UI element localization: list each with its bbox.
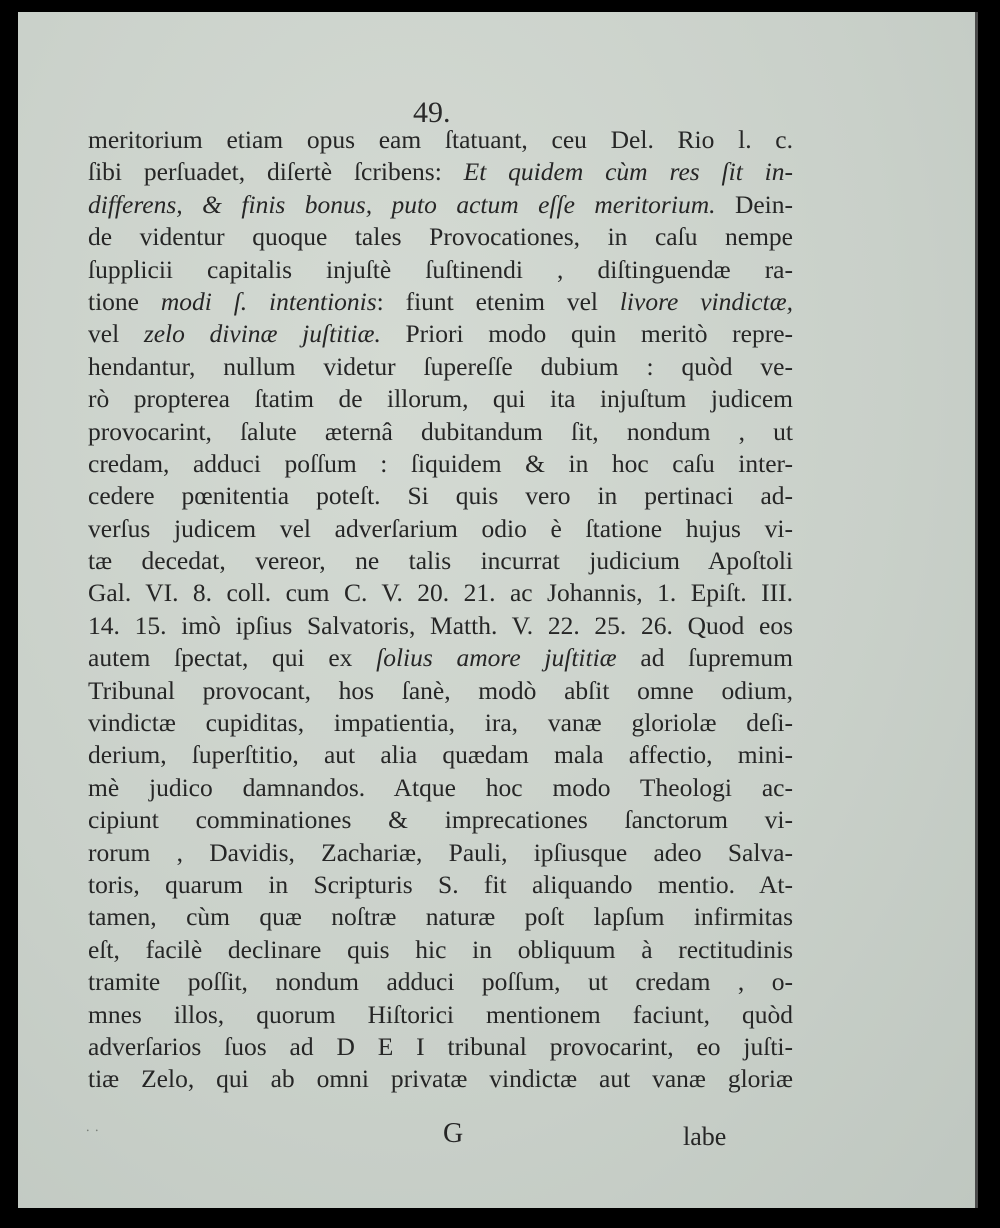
ink-smudge: ∙ ∙: [86, 1124, 100, 1139]
text-line: [88, 189, 793, 221]
text-segment: rò propterea ſtatim de illorum, qui ita injuſtum judicem: [88, 384, 793, 414]
text-line: [88, 577, 793, 609]
text-line: [88, 610, 793, 642]
text-segment: cedere pœnitentia poteſt. Si quis vero in pertinaci ad-: [88, 481, 793, 511]
text-segment: tiæ Zelo, qui ab omni privatæ vindictæ aut vanæ gloriæ: [88, 1064, 793, 1094]
text-segment: derium, ſuperſtitio, aut alia quædam mala affectio, mini-: [88, 740, 793, 770]
italic-segment: zelo divinæ juſtitiæ.: [143, 319, 381, 349]
text-segment: tamen, cùm quæ noſtræ naturæ poſt lapſum infirmitas: [88, 902, 793, 932]
text-line: [88, 772, 793, 804]
book-page: [18, 12, 978, 1208]
text-line: [88, 286, 793, 318]
italic-segment: modi ſ. intentionis: [160, 286, 377, 316]
text-line: [88, 545, 793, 577]
page-footer: [18, 1118, 978, 1158]
text-segment: rorum , Davidis, Zachariæ, Pauli, ipſiusque adeo Salva-: [88, 837, 793, 867]
text-segment: verſus judicem vel adverſarium odio è ſtatione hujus vi-: [88, 513, 793, 543]
text-line: [88, 675, 793, 707]
text-line: [88, 513, 793, 545]
text-line: [88, 1031, 793, 1063]
text-line: [88, 999, 793, 1031]
body-text: [88, 124, 793, 1096]
text-line: [88, 221, 793, 253]
text-segment: provocarint, ſalute æternâ dubitandum ſit, nondum , ut: [88, 416, 793, 446]
text-segment: cipiunt comminationes & imprecationes ſanctorum vi-: [88, 805, 793, 835]
text-line: [88, 934, 793, 966]
text-segment: Priori modo quin meritò repre-: [380, 319, 793, 349]
text-line: [88, 966, 793, 998]
text-segment: ad ſupremum: [616, 643, 793, 673]
text-segment: Dein-: [715, 189, 793, 219]
text-line: [88, 124, 793, 156]
text-segment: : fiunt etenim vel: [376, 286, 620, 316]
text-line: [88, 804, 793, 836]
text-segment: hendantur, nullum videtur ſupereſſe dubium : quòd ve-: [88, 351, 793, 381]
text-segment: Gal. VI. 8. coll. cum C. V. 20. 21. ac Johannis, 1. Epiſt. III.: [88, 578, 793, 608]
text-line: [88, 416, 793, 448]
italic-segment: ſolius amore juſtitiæ: [376, 643, 617, 673]
text-segment: ſupplicii capitalis injuſtè ſuſtinendi , diſtinguendæ ra-: [88, 254, 793, 284]
text-segment: de videntur quoque tales Provocationes, in caſu nempe: [88, 222, 793, 252]
italic-segment: Et quidem cùm res ſit in-: [463, 157, 794, 187]
catchword: labe: [683, 1122, 727, 1151]
text-segment: vel: [88, 319, 144, 349]
italic-segment: differens, & finis bonus, puto actum eſſe meritorium.: [88, 189, 716, 219]
text-line: [88, 739, 793, 771]
italic-segment: livore vindictæ,: [619, 286, 793, 316]
text-segment: mè judico damnandos. Atque hoc modo Theologi ac-: [88, 772, 793, 802]
text-line: [88, 869, 793, 901]
text-line: [88, 351, 793, 383]
signature-mark: G: [443, 1118, 464, 1149]
text-line: [88, 707, 793, 739]
text-line: [88, 837, 793, 869]
text-line: [88, 642, 793, 674]
text-segment: toris, quarum in Scripturis S. fit aliquando mentio. At-: [88, 869, 793, 899]
text-line: [88, 156, 793, 188]
text-line: [88, 383, 793, 415]
text-segment: adverſarios ſuos ad D E I tribunal provocarint, eo juſti-: [88, 1031, 793, 1061]
text-segment: 14. 15. imò ipſius Salvatoris, Matth. V. 22. 25. 26. Quod eos: [88, 610, 793, 640]
text-segment: autem ſpectat, qui ex: [88, 643, 377, 673]
text-line: [88, 254, 793, 286]
text-segment: tæ decedat, vereor, ne talis incurrat judicium Apoſtoli: [88, 546, 793, 576]
text-segment: meritorium etiam opus eam ſtatuant, ceu Del. Rio l. c.: [88, 125, 793, 154]
text-segment: credam, adduci poſſum : ſiquidem & in hoc caſu inter-: [88, 448, 793, 478]
text-segment: vindictæ cupiditas, impatientia, ira, vanæ gloriolæ deſi-: [88, 708, 793, 738]
text-segment: tione: [88, 286, 161, 316]
text-line: [88, 1063, 793, 1095]
page-edge: [975, 12, 978, 1208]
text-segment: eſt, facilè declinare quis hic in obliquum à rectitudinis: [88, 934, 793, 964]
text-line: [88, 448, 793, 480]
text-line: [88, 901, 793, 933]
text-segment: mnes illos, quorum Hiſtorici mentionem faciunt, quòd: [88, 999, 793, 1029]
text-segment: Tribunal provocant, hos ſanè, modò abſit omne odium,: [88, 675, 793, 705]
text-line: [88, 318, 793, 350]
page-number: 49.: [413, 96, 451, 129]
text-segment: ſibi perſuadet, diſertè ſcribens:: [88, 157, 464, 187]
text-segment: tramite poſſit, nondum adduci poſſum, ut credam , o-: [88, 967, 793, 997]
text-line: [88, 480, 793, 512]
